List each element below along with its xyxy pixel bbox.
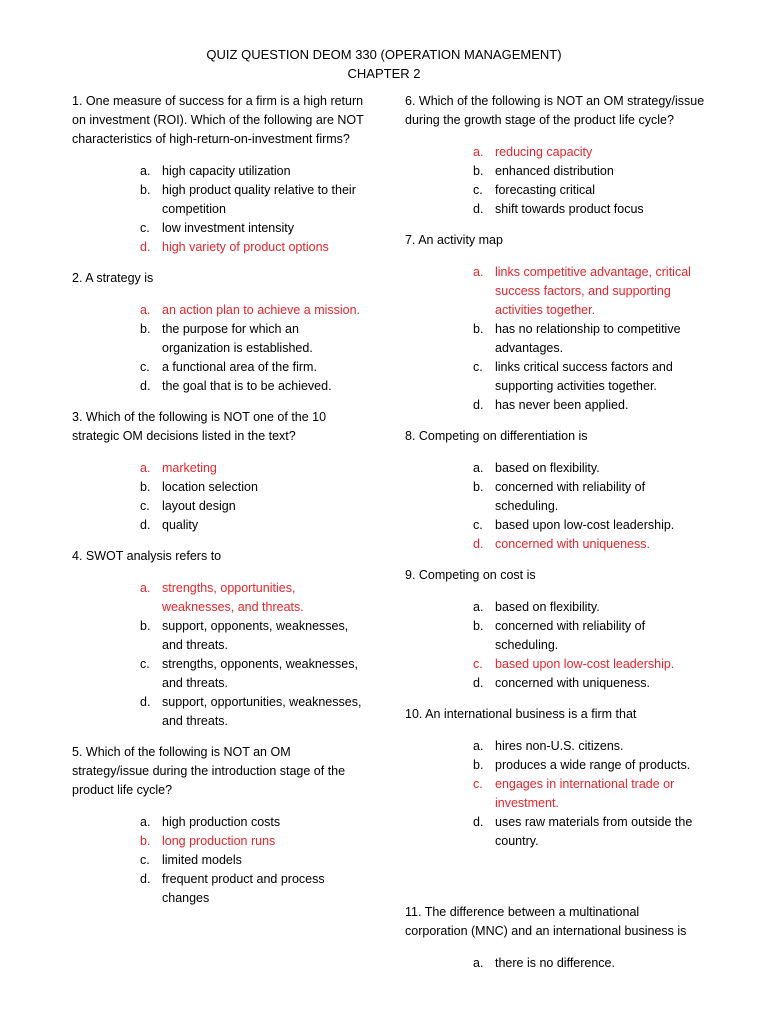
answer-options: [473, 143, 705, 219]
option-letter: b.: [473, 322, 484, 336]
answer-option: [473, 200, 705, 219]
option-letter: c.: [140, 360, 150, 374]
option-text: enhanced distribution: [495, 164, 614, 178]
question-text: 8. Competing on differentiation is: [405, 429, 588, 443]
option-text: has no relationship to competitive advantages.: [495, 322, 681, 355]
question-text: 1. One measure of success for a firm is a high return on investment (ROI). Which of the following are NOT characteristics of high-return-on-investment firms?: [72, 94, 364, 146]
answer-options: [140, 301, 367, 396]
answer-option: [473, 813, 705, 851]
answer-option: [140, 181, 367, 219]
correct-answer-option: [140, 459, 367, 478]
question: [72, 743, 367, 908]
option-letter: c.: [473, 657, 483, 671]
correct-answer-option: [140, 301, 367, 320]
answer-option: [473, 737, 705, 756]
option-text: high variety of product options: [162, 240, 329, 254]
title-line-1: QUIZ QUESTION DEOM 330 (OPERATION MANAGEMENT): [206, 47, 562, 62]
option-text: the purpose for which an organization is established.: [162, 322, 313, 355]
option-letter: c.: [140, 499, 150, 513]
answer-option: [140, 478, 367, 497]
option-letter: d.: [473, 537, 484, 551]
answer-option: [140, 851, 367, 870]
answer-option: [473, 320, 705, 358]
question-text: 4. SWOT analysis refers to: [72, 549, 222, 563]
left-column: [72, 92, 367, 920]
correct-answer-option: [473, 535, 705, 554]
question: [405, 903, 705, 973]
option-text: links critical success factors and supporting activities together.: [495, 360, 673, 393]
answer-option: [473, 478, 705, 516]
answer-option: [140, 320, 367, 358]
option-letter: b.: [140, 480, 151, 494]
question-text: 10. An international business is a firm that: [405, 707, 637, 721]
option-text: shift towards product focus: [495, 202, 644, 216]
option-text: strengths, opportunities, weaknesses, and threats.: [162, 581, 304, 614]
answer-option: [473, 756, 705, 775]
answer-option: [473, 358, 705, 396]
answer-option: [140, 358, 367, 377]
answer-options: [473, 459, 705, 554]
option-letter: c.: [473, 777, 483, 791]
option-text: long production runs: [162, 834, 276, 848]
option-letter: c.: [140, 853, 150, 867]
question-text: 7. An activity map: [405, 233, 503, 247]
option-text: based on flexibility.: [495, 461, 600, 475]
option-text: links competitive advantage, critical success factors, and supporting activities together.: [495, 265, 691, 317]
option-letter: c.: [473, 360, 483, 374]
option-letter: d.: [473, 815, 484, 829]
option-text: support, opportunities, weaknesses, and threats.: [162, 695, 362, 728]
answer-options: [473, 263, 705, 415]
option-letter: a.: [473, 461, 484, 475]
option-text: quality: [162, 518, 199, 532]
question: [72, 547, 367, 731]
answer-option: [473, 162, 705, 181]
option-letter: d.: [473, 398, 484, 412]
question-text: 2. A strategy is: [72, 271, 154, 285]
option-text: high capacity utilization: [162, 164, 291, 178]
page-title: [0, 45, 768, 83]
question-text: 6. Which of the following is NOT an OM strategy/issue during the growth stage of the product life cycle?: [405, 94, 705, 127]
correct-answer-option: [140, 238, 367, 257]
question: [405, 705, 705, 851]
option-text: based upon low-cost leadership.: [495, 657, 675, 671]
option-text: engages in international trade or investment.: [495, 777, 675, 810]
option-letter: b.: [140, 183, 151, 197]
answer-option: [473, 617, 705, 655]
answer-option: [140, 655, 367, 693]
option-text: concerned with uniqueness.: [495, 676, 650, 690]
question-text: 5. Which of the following is NOT an OM strategy/issue during the introduction stage of the product life cycle?: [72, 745, 346, 797]
option-letter: a.: [473, 145, 484, 159]
answer-option: [473, 674, 705, 693]
answer-option: [140, 870, 367, 908]
option-letter: d.: [140, 240, 151, 254]
question: [72, 92, 367, 257]
option-letter: c.: [140, 221, 150, 235]
answer-options: [140, 579, 367, 731]
answer-options: [140, 459, 367, 535]
answer-options: [473, 954, 705, 973]
option-text: an action plan to achieve a mission.: [162, 303, 361, 317]
question-text: 11. The difference between a multinational corporation (MNC) and an international business is: [405, 905, 687, 938]
option-text: the goal that is to be achieved.: [162, 379, 332, 393]
option-text: based on flexibility.: [495, 600, 600, 614]
option-text: high production costs: [162, 815, 281, 829]
option-letter: b.: [140, 322, 151, 336]
option-text: a functional area of the firm.: [162, 360, 317, 374]
option-letter: a.: [140, 815, 151, 829]
option-text: layout design: [162, 499, 236, 513]
option-text: low investment intensity: [162, 221, 295, 235]
answer-options: [473, 737, 705, 851]
option-letter: b.: [473, 164, 484, 178]
option-letter: a.: [140, 581, 151, 595]
right-column: [405, 92, 705, 985]
option-letter: d.: [140, 518, 151, 532]
option-letter: a.: [140, 164, 151, 178]
option-letter: d.: [473, 202, 484, 216]
option-text: frequent product and process changes: [162, 872, 325, 905]
question: [405, 92, 705, 219]
correct-answer-option: [473, 775, 705, 813]
correct-answer-option: [473, 143, 705, 162]
option-letter: b.: [473, 619, 484, 633]
option-letter: d.: [473, 676, 484, 690]
title-line-2: CHAPTER 2: [347, 66, 421, 81]
option-letter: a.: [473, 265, 484, 279]
option-letter: c.: [473, 183, 483, 197]
answer-option: [473, 598, 705, 617]
option-text: uses raw materials from outside the country.: [495, 815, 693, 848]
option-letter: c.: [473, 518, 483, 532]
answer-options: [140, 162, 367, 257]
question-text: 9. Competing on cost is: [405, 568, 536, 582]
option-text: concerned with uniqueness.: [495, 537, 650, 551]
option-letter: a.: [473, 956, 484, 970]
option-text: concerned with reliability of scheduling.: [495, 480, 646, 513]
option-letter: d.: [140, 695, 151, 709]
option-letter: b.: [140, 834, 151, 848]
answer-option: [473, 516, 705, 535]
answer-option: [140, 516, 367, 535]
answer-option: [140, 813, 367, 832]
answer-option: [473, 459, 705, 478]
answer-option: [140, 693, 367, 731]
correct-answer-option: [140, 579, 367, 617]
answer-option: [473, 396, 705, 415]
question-text: 3. Which of the following is NOT one of the 10 strategic OM decisions listed in the text?: [72, 410, 327, 443]
correct-answer-option: [473, 263, 705, 320]
answer-options: [473, 598, 705, 693]
option-letter: b.: [473, 480, 484, 494]
option-text: hires non-U.S. citizens.: [495, 739, 624, 753]
option-text: based upon low-cost leadership.: [495, 518, 675, 532]
option-letter: d.: [140, 872, 151, 886]
option-letter: a.: [140, 303, 151, 317]
option-text: support, opponents, weaknesses, and threats.: [162, 619, 349, 652]
option-text: limited models: [162, 853, 242, 867]
option-letter: a.: [473, 600, 484, 614]
option-text: produces a wide range of products.: [495, 758, 691, 772]
option-letter: a.: [473, 739, 484, 753]
correct-answer-option: [140, 832, 367, 851]
option-text: location selection: [162, 480, 258, 494]
option-text: has never been applied.: [495, 398, 629, 412]
option-text: reducing capacity: [495, 145, 593, 159]
answer-option: [140, 377, 367, 396]
answer-options: [140, 813, 367, 908]
option-text: high product quality relative to their competition: [162, 183, 356, 216]
option-text: marketing: [162, 461, 217, 475]
answer-option: [140, 219, 367, 238]
option-letter: b.: [140, 619, 151, 633]
option-letter: d.: [140, 379, 151, 393]
question: [72, 408, 367, 535]
question: [405, 427, 705, 554]
option-text: forecasting critical: [495, 183, 596, 197]
answer-option: [473, 954, 705, 973]
question: [405, 566, 705, 693]
answer-option: [140, 497, 367, 516]
option-letter: c.: [140, 657, 150, 671]
option-text: strengths, opponents, weaknesses, and threats.: [162, 657, 358, 690]
answer-option: [140, 162, 367, 181]
correct-answer-option: [473, 655, 705, 674]
answer-option: [473, 181, 705, 200]
option-letter: a.: [140, 461, 151, 475]
option-text: there is no difference.: [495, 956, 615, 970]
option-text: concerned with reliability of scheduling.: [495, 619, 646, 652]
question: [405, 231, 705, 415]
answer-option: [140, 617, 367, 655]
question: [72, 269, 367, 396]
option-letter: b.: [473, 758, 484, 772]
